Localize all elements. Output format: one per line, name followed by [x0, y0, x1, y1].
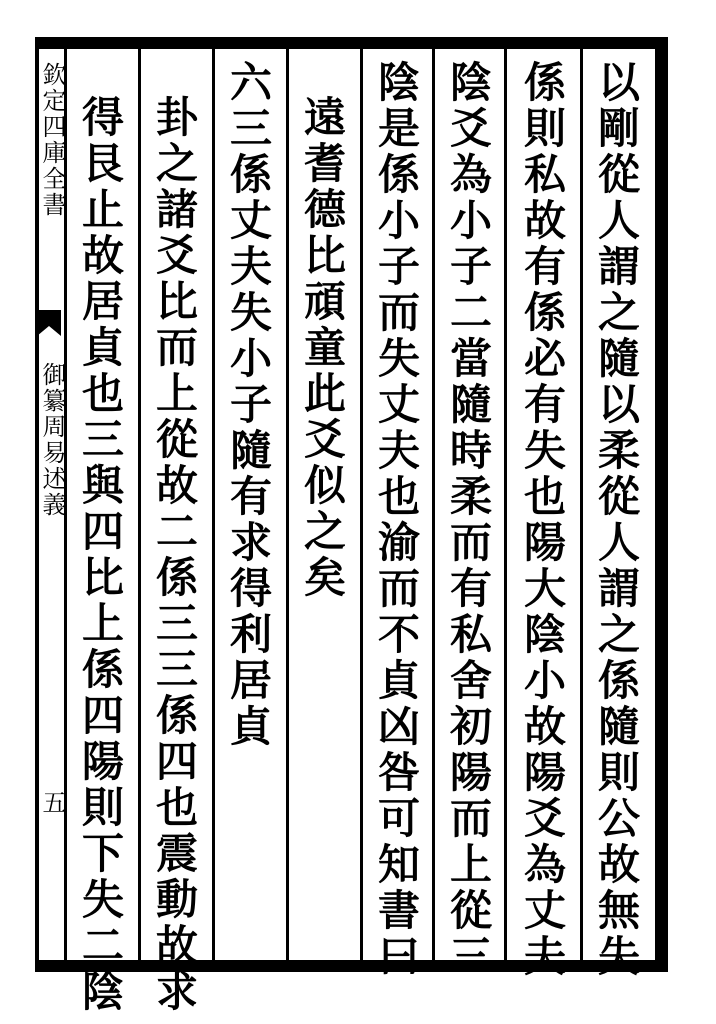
collection-title: 欽定四庫全書 [38, 62, 66, 218]
column-divider-line [504, 49, 507, 960]
page-frame [35, 37, 668, 973]
book-title: 御纂周易述義 [38, 362, 66, 518]
text-column-8: 得艮止故居貞也三與四比上係四陽則下失二陰 [76, 95, 125, 1015]
text-column-1: 以剛從人謂之隨以柔從人謂之係隨則公故無失 [592, 60, 641, 980]
text-column-3: 陰爻為小子二當隨時柔而有私舍初陽而上從三 [444, 60, 493, 980]
column-divider-line [138, 49, 141, 960]
column-divider-line [360, 49, 363, 960]
page-number: 五 [38, 790, 66, 816]
bottom-border [35, 960, 668, 972]
right-border [655, 37, 668, 972]
text-column-4: 陰是係小子而失丈夫也渝而不貞凶咎可知書曰 [372, 60, 421, 980]
text-column-6: 六三係丈夫失小子隨有求得利居貞 [224, 60, 273, 750]
column-divider-line [432, 49, 435, 960]
text-column-5: 遠耆德比頑童此爻似之矣 [298, 95, 347, 601]
column-divider-line [212, 49, 215, 960]
column-divider-line [286, 49, 289, 960]
column-divider-line [580, 49, 583, 960]
text-column-2: 係則私故有係必有失也陽大陰小故陽爻為丈夫 [518, 60, 567, 980]
text-column-7: 卦之諸爻比而上從故二係三三係四也震動故求 [150, 95, 199, 1015]
top-border [35, 37, 668, 49]
fishtail-mark-icon [37, 310, 61, 336]
